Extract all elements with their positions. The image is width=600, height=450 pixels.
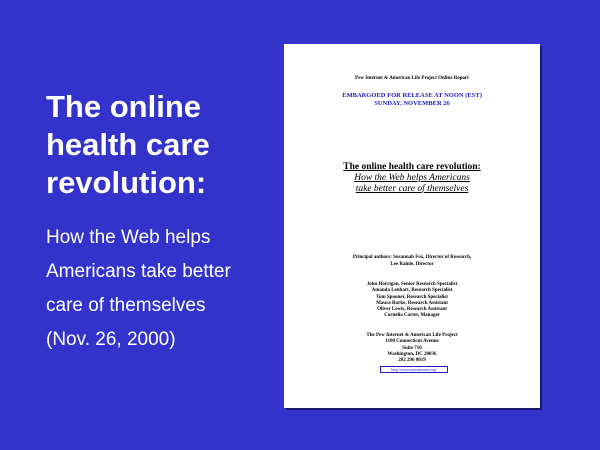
report-title: [284, 162, 540, 195]
report-embargo: [284, 92, 540, 108]
address-line: 1100 Connecticut Avenue: [385, 339, 439, 345]
slide-subtitle-line: (Nov. 26, 2000): [46, 329, 176, 350]
embargo-line: SUNDAY, NOVEMBER 26: [374, 100, 450, 107]
slide-subtitle-line: How the Web helps: [46, 227, 211, 248]
report-title-sub: How the Web helps Americans: [354, 173, 470, 183]
embargo-line: EMBARGOED FOR RELEASE AT NOON (EST): [342, 92, 482, 99]
slide-subtitle: [46, 221, 286, 357]
slide-title-line: revolution:: [46, 165, 207, 200]
slide-title: [46, 88, 276, 202]
staff-line: John Horrigan, Senior Research Specialist: [366, 282, 458, 287]
address-line: 202 296 0019: [398, 358, 426, 364]
slide-subtitle-line: care of themselves: [46, 295, 206, 316]
author-line: Lee Rainie, Director: [390, 261, 434, 267]
report-title-main: The online health care revolution:: [343, 162, 481, 172]
report-address: [284, 333, 540, 364]
address-line: Washington, DC 20036: [387, 351, 437, 357]
report-url: http://www.pewinternet.org/: [380, 366, 448, 373]
staff-line: Oliver Lewis, Research Assistant: [377, 307, 447, 313]
report-header: Pew Internet & American Life Project Online Report: [355, 76, 469, 81]
staff-line: Amanda Lenhart, Research Specialist: [371, 288, 453, 294]
address-line: The Pew Internet & American Life Project: [366, 333, 458, 338]
slide-title-line: health care: [46, 127, 210, 162]
slide-subtitle-line: Americans take better: [46, 261, 231, 282]
staff-line: Maura Burke, Research Assistant: [376, 300, 448, 306]
report-cover-image: [284, 44, 540, 408]
report-staff: [284, 282, 540, 320]
staff-line: Tom Spooner, Research Specialist: [376, 294, 448, 300]
slide-title-line: The online: [46, 89, 201, 124]
staff-line: Cornelia Carter, Manager: [384, 313, 440, 319]
address-line: Suite 710: [402, 345, 422, 351]
report-title-sub: take better care of themselves: [355, 184, 469, 194]
author-line: Principal authors: Susannah Fox, Director of Research,: [352, 255, 472, 260]
report-authors: [284, 255, 540, 268]
